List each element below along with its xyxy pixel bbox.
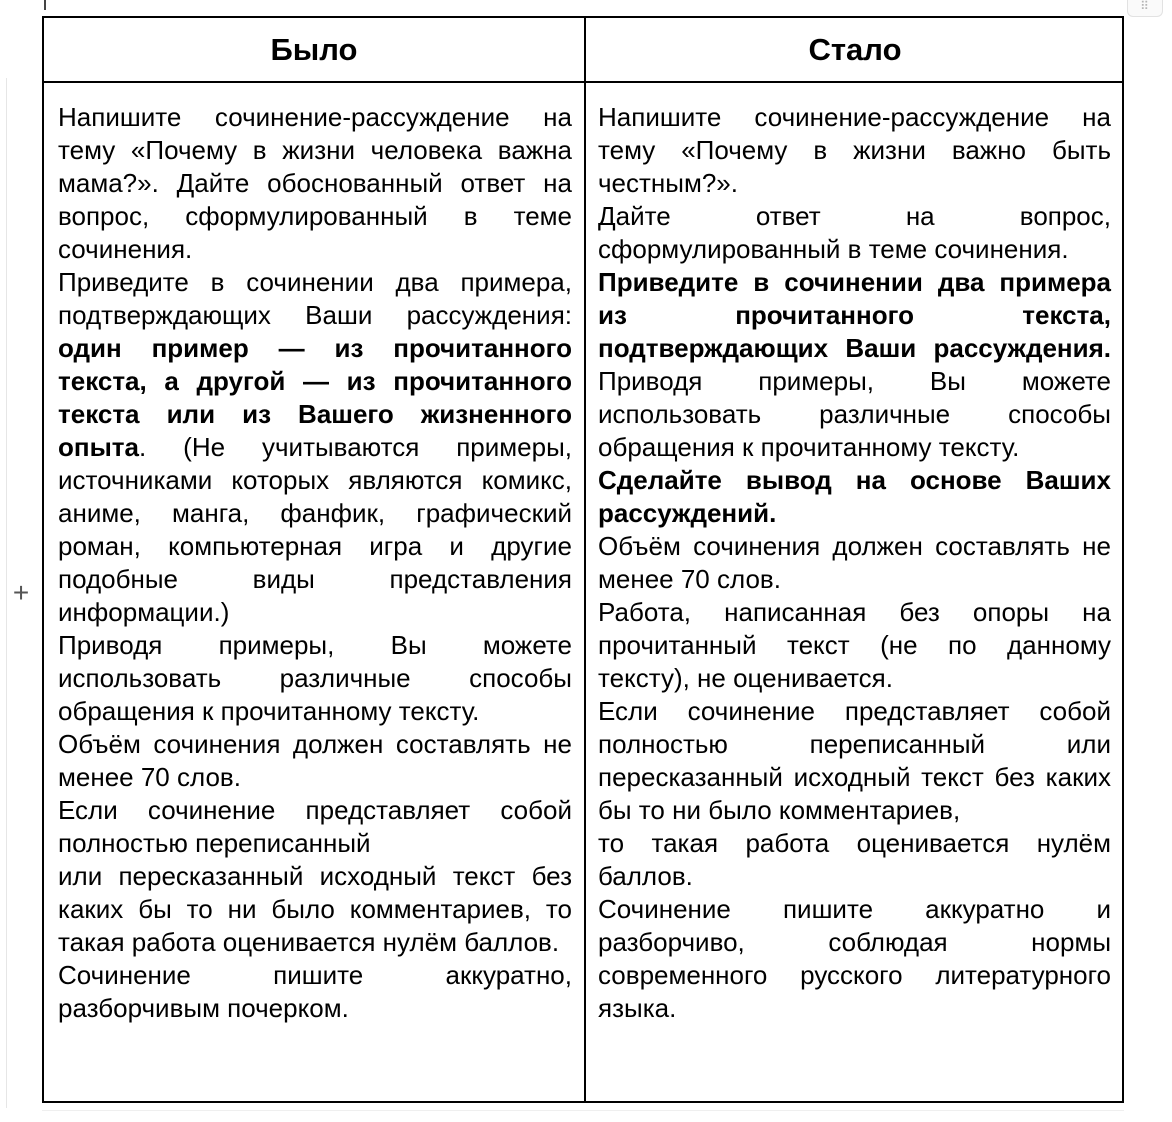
before-paragraph-5b: или пересказанный исходный текст без каких бы то ни было комментариев, то такая работа оценивается нулём баллов. bbox=[58, 861, 572, 957]
before-paragraph-2 bbox=[58, 266, 572, 629]
header-after[interactable]: Стало bbox=[808, 32, 902, 67]
after-paragraph-6b: то такая работа оценивается нулём баллов. bbox=[598, 828, 1111, 891]
after-paragraph-4: Объём сочинения должен составлять не менее 70 слов. bbox=[598, 531, 1111, 594]
before-paragraph-3: Приводя примеры, Вы можете использовать различные способы обращения к прочитанному тексту. bbox=[58, 630, 572, 726]
after-p2-bold: Приведите в сочинении два примера из прочитанного текста, подтверждающих Ваши рассуждения. bbox=[598, 267, 1111, 363]
text-cursor-marker bbox=[44, 0, 46, 10]
after-paragraph-3 bbox=[598, 464, 1111, 530]
before-p2-start: Приведите в сочинении два примера, подтверждающих Ваши рассуждения: bbox=[58, 267, 572, 330]
column-divider bbox=[584, 18, 586, 1101]
after-p2-end: Приводя примеры, Вы можете использовать различные способы обращения к прочитанному тексту. bbox=[598, 366, 1111, 462]
page-bottom-edge bbox=[42, 1110, 1124, 1111]
after-paragraph-1a: Напишите сочинение-рассуждение на тему «Почему в жизни важно быть честным?». bbox=[598, 102, 1111, 198]
add-row-icon[interactable]: + bbox=[12, 577, 30, 608]
cell-before[interactable] bbox=[58, 101, 572, 1025]
after-paragraph-1b: Дайте ответ на вопрос, сформулированный в теме сочинения. bbox=[598, 201, 1111, 264]
after-paragraph-7: Сочинение пишите аккуратно и разборчиво, соблюдая нормы современного русского литературного языка. bbox=[598, 894, 1111, 1023]
header-divider bbox=[44, 81, 1122, 83]
before-paragraph-5a: Если сочинение представляет собой полностью переписанный bbox=[58, 795, 572, 858]
before-paragraph-1: Напишите сочинение-рассуждение на тему «Почему в жизни человека важна мама?». Дайте обоснованный ответ на вопрос, сформулированный в теме сочинения. bbox=[58, 102, 572, 264]
after-paragraph-6a: Если сочинение представляет собой полностью переписанный или пересказанный исходный текст без каких бы то ни было комментариев, bbox=[598, 696, 1111, 825]
after-paragraph-5: Работа, написанная без опоры на прочитанный текст (не по данному тексту), не оценивается. bbox=[598, 597, 1111, 693]
after-p3-bold: Сделайте вывод на основе Ваших рассуждений. bbox=[598, 465, 1111, 528]
before-paragraph-4: Объём сочинения должен составлять не менее 70 слов. bbox=[58, 729, 572, 792]
margin-rail bbox=[0, 78, 7, 1108]
cell-after[interactable] bbox=[598, 101, 1111, 1025]
before-p2-bold: один пример — из прочитанного текста, а другой — из прочитанного текста или из Вашего жизненного опыта bbox=[58, 333, 572, 462]
header-before[interactable]: Было bbox=[270, 32, 358, 67]
after-paragraph-2 bbox=[598, 266, 1111, 464]
before-p2-end: . (Не учитываются примеры, источниками которых являются комикс, аниме, манга, фанфик, графический роман, компьютерная игра и другие подобные виды представления информации.) bbox=[58, 432, 572, 627]
before-paragraph-6: Сочинение пишите аккуратно, разборчивым почерком. bbox=[58, 960, 572, 1023]
drag-handle-icon[interactable]: ⠿ bbox=[1127, 0, 1163, 17]
comparison-table bbox=[42, 16, 1124, 1103]
